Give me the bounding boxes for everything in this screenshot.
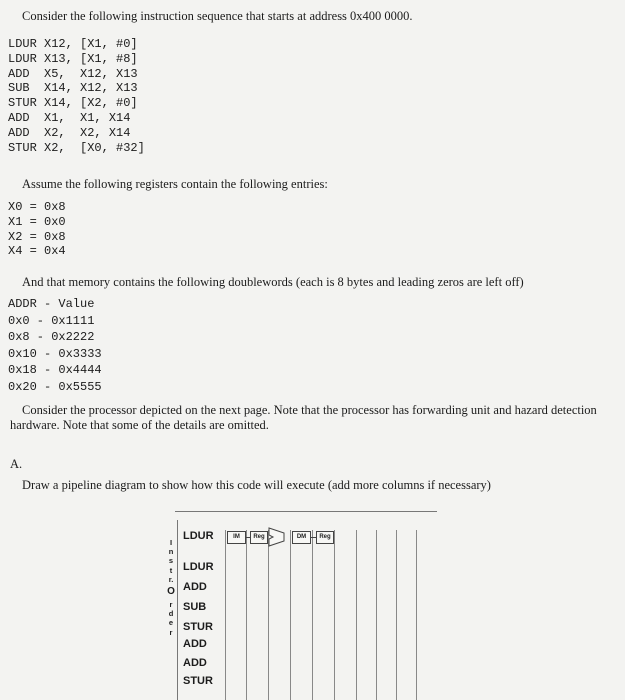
alu-icon — [268, 527, 290, 547]
code-line: SUB X14, X12, X13 — [8, 81, 138, 96]
row-label: STUR — [183, 675, 213, 687]
row-label: LDUR — [183, 561, 214, 573]
grid-line — [416, 530, 417, 700]
registers-block — [8, 200, 66, 259]
section-label: A. — [10, 457, 23, 471]
stage-reg-write: Reg — [316, 531, 334, 544]
grid-line — [334, 530, 335, 700]
code-line: ADD X2, X2, X14 — [8, 125, 131, 140]
register-line: X2 = 0x8 — [8, 229, 66, 244]
grid-line — [246, 530, 247, 700]
question-text: Draw a pipeline diagram to show how this code will execute (add more columns if necessary) — [22, 478, 491, 492]
grid-line — [396, 530, 397, 700]
code-line: STUR X14, [X2, #0] — [8, 96, 138, 111]
intro-text: Consider the following instruction sequence that starts at address 0x400 0000. — [22, 9, 413, 23]
code-line: ADD X1, X1, X14 — [8, 110, 131, 125]
register-line: X4 = 0x4 — [8, 244, 66, 259]
stage-dm: DM — [292, 531, 311, 544]
diagram-top-rule — [175, 511, 437, 512]
pipeline-diagram — [160, 500, 450, 700]
row-label: LDUR — [183, 530, 214, 542]
row-label: ADD — [183, 581, 207, 593]
code-line: LDUR X12, [X1, #0] — [8, 37, 138, 51]
processor-note: Consider the processor depicted on the next page. Note that the processor has forwarding unit and hazard detection hardware. Note that some of the details are omitted. — [10, 403, 597, 432]
row-label: ADD — [183, 638, 207, 650]
grid-line — [376, 530, 377, 700]
code-line: STUR X2, [X0, #32] — [8, 140, 145, 155]
register-line: X1 = 0x0 — [8, 214, 66, 229]
memory-line: 0x18 - 0x4444 — [8, 363, 102, 377]
memory-line: 0x20 - 0x5555 — [8, 379, 102, 394]
grid-line — [356, 530, 357, 700]
row-label: ADD — [183, 657, 207, 669]
grid-line — [268, 530, 269, 700]
memory-line: ADDR - Value — [8, 297, 95, 311]
stage-reg-read: Reg — [250, 531, 268, 544]
memory-block — [8, 296, 102, 395]
stage-im: IM — [227, 531, 246, 544]
registers-intro: Assume the following registers contain the following entries: — [22, 177, 328, 191]
row-label: SUB — [183, 601, 207, 613]
memory-intro: And that memory contains the following doublewords (each is 8 bytes and leading zeros are left off) — [22, 275, 524, 289]
code-line: LDUR X13, [X1, #8] — [8, 51, 138, 66]
instruction-code-block — [8, 37, 145, 155]
code-line: ADD X5, X12, X13 — [8, 66, 138, 81]
grid-line — [290, 530, 291, 700]
instr-order-label: I n s t r. O r d e r — [167, 538, 175, 637]
grid-line — [312, 530, 313, 700]
memory-line: 0x0 - 0x1111 — [8, 313, 95, 328]
register-line: X0 = 0x8 — [8, 200, 66, 214]
memory-line: 0x8 - 0x2222 — [8, 330, 95, 344]
diagram-left-rule — [177, 520, 178, 700]
grid-line — [225, 530, 226, 700]
row-label: STUR — [183, 621, 213, 633]
memory-line: 0x10 - 0x3333 — [8, 346, 102, 361]
